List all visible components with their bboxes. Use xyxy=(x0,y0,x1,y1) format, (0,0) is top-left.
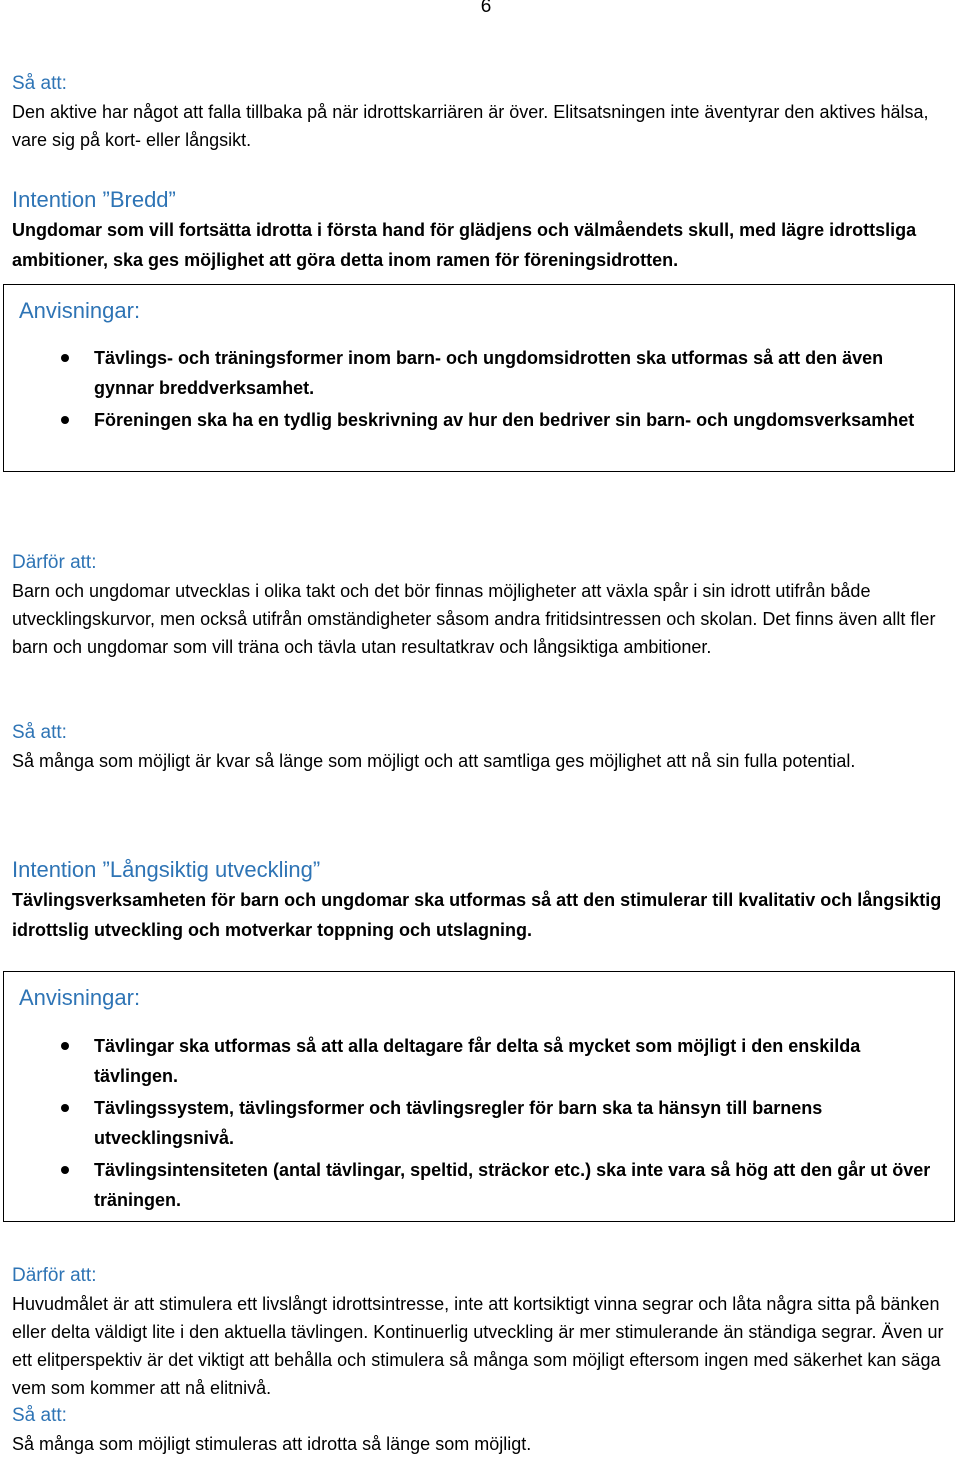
darfor-att-heading: Därför att: xyxy=(12,1265,97,1286)
so-att-heading: Så att: xyxy=(12,722,67,743)
page-number: 6 xyxy=(480,0,492,17)
list-item-text: Tävlingsintensiteten (antal tävlingar, speltid, sträckor etc.) ska inte vara så hög att den går ut över träningen. xyxy=(94,1160,931,1210)
list-item xyxy=(4,343,954,403)
intention-bredd-statement: Ungdomar som vill fortsätta idrotta i första hand för glädjens och välmåendets skull, med lägre idrottsliga ambitioner, ska ges möjlighet att göra detta inom ramen för föreningsidrotten. xyxy=(12,220,917,270)
list-item-text: Tävlingar ska utformas så att alla deltagare får delta så mycket som möjligt i den enskilda tävlingen. xyxy=(94,1036,861,1086)
list-item xyxy=(4,1031,954,1091)
intention-langsiktig-statement: Tävlingsverksamheten för barn och ungdomar ska utformas så att den stimulerar till kvalitativ och långsiktig idrottslig utveckling och motverkar toppning och utslagning. xyxy=(12,890,942,940)
intention-bredd xyxy=(12,185,952,275)
anvisningar-list xyxy=(4,343,954,437)
list-item-text: Tävlings- och träningsformer inom barn- och ungdomsidrotten ska utformas så att den även gynnar breddverksamhet. xyxy=(94,348,884,398)
anvisningar-heading: Anvisningar: xyxy=(19,985,141,1010)
darfor-att-section-langsiktig xyxy=(12,1262,952,1458)
list-item xyxy=(4,1155,954,1215)
so-att-text: Så många som möjligt är kvar så länge som möjligt och att samtliga ges möjlighet att nå sin fulla potential. xyxy=(12,751,856,771)
bullet-icon xyxy=(61,1042,69,1050)
anvisningar-box-langsiktig xyxy=(3,971,955,1222)
bullet-icon xyxy=(61,354,69,362)
bullet-icon xyxy=(61,416,69,424)
so-att-heading: Så att: xyxy=(12,1405,67,1426)
so-att-section-bredd xyxy=(12,719,952,775)
darfor-att-text: Huvudmålet är att stimulera ett livslångt idrottsintresse, inte att kortsiktigt vinna segrar och låta några sitta på bänken eller delta väldigt lite i den aktuella tävlingen. Kontinuerlig utveckling är mer stimulerande än ständiga segrar. Även ur ett elitperspektiv är det viktigt att behålla och stimulera så många som möjligt eftersom ingen med säkerhet kan säga vem som kommer att nå elitnivå. xyxy=(12,1294,944,1398)
anvisningar-box-bredd xyxy=(3,284,955,472)
anvisningar-heading: Anvisningar: xyxy=(19,298,141,323)
intention-bredd-heading: Intention ”Bredd” xyxy=(12,187,176,212)
bullet-icon xyxy=(61,1104,69,1112)
bullet-icon xyxy=(61,1166,69,1174)
darfor-att-heading: Därför att: xyxy=(12,552,97,573)
darfor-att-section-bredd xyxy=(12,549,952,661)
so-att-heading: Så att: xyxy=(12,73,67,94)
darfor-att-text: Barn och ungdomar utvecklas i olika takt och det bör finnas möjligheter att växla spår i sin idrott utifrån både utvecklingskurvor, men också utifrån omständigheter såsom andra fritidsintressen och skolan. Det finns även allt fler barn och ungdomar som vill träna och tävla utan resultatkrav och långsiktiga ambitioner. xyxy=(12,581,936,657)
so-att-text: Så många som möjligt stimuleras att idrotta så länge som möjligt. xyxy=(12,1434,532,1454)
intention-langsiktig xyxy=(12,855,952,945)
list-item-text: Tävlingssystem, tävlingsformer och tävlingsregler för barn ska ta hänsyn till barnens utvecklingsnivå. xyxy=(94,1098,823,1148)
so-att-section-1 xyxy=(12,70,952,154)
list-item-text: Föreningen ska ha en tydlig beskrivning av hur den bedriver sin barn- och ungdomsverksamhet xyxy=(94,410,915,430)
anvisningar-list xyxy=(4,1031,954,1217)
intention-langsiktig-heading: Intention ”Långsiktig utveckling” xyxy=(12,857,321,882)
so-att-text: Den aktive har något att falla tillbaka på när idrottskarriären är över. Elitsatsningen inte äventyrar den aktives hälsa, vare sig på kort- eller långsikt. xyxy=(12,102,929,150)
list-item xyxy=(4,1093,954,1153)
list-item xyxy=(4,405,954,435)
